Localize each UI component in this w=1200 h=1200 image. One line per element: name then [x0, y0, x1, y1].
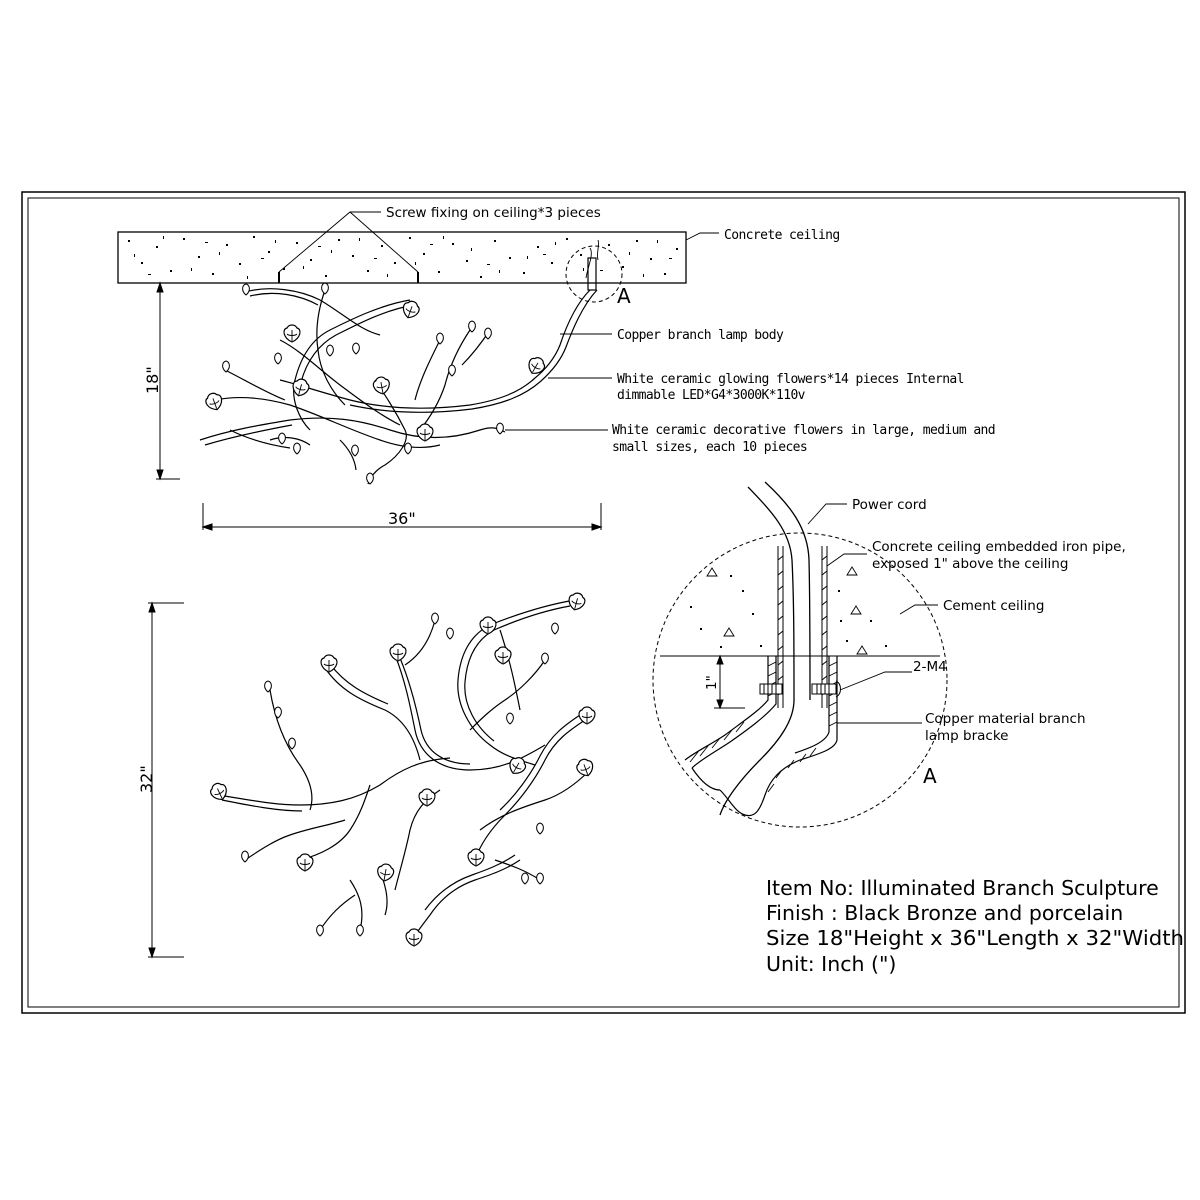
- elevation-flowers: [204, 283, 548, 484]
- bracket-label-line2: lamp bracke: [925, 728, 1009, 744]
- width-dim-label: 32": [137, 765, 156, 793]
- detail-a-tag: A: [923, 764, 937, 788]
- detail-a-view: [653, 482, 1126, 827]
- detail-a-circle: [653, 533, 947, 827]
- plan-view: [137, 591, 596, 957]
- power-cord: [720, 482, 810, 815]
- spec-unit: Unit: Inch ("): [766, 952, 897, 976]
- ceiling-label: Concrete ceiling: [724, 228, 840, 243]
- glowing-flowers-label-line1: White ceramic glowing flowers*14 pieces Internal: [617, 372, 964, 387]
- plan-flowers: [208, 591, 595, 946]
- spec-block: [766, 876, 1184, 976]
- glowing-flowers-label-line2: dimmable LED*G4*3000K*110v: [617, 388, 805, 403]
- ceiling-screws: [279, 272, 418, 283]
- screws-label: 2-M4: [913, 659, 947, 675]
- exposed-dim-label: 1": [704, 675, 720, 690]
- decor-flowers-label-line1: White ceramic decorative flowers in large, medium and: [612, 423, 996, 438]
- length-dim-label: 36": [388, 509, 416, 528]
- spec-finish: Finish : Black Bronze and porcelain: [766, 901, 1124, 925]
- detail-a-marker: A: [617, 284, 631, 308]
- elevation-view: [118, 205, 995, 530]
- height-dim-label: 18": [143, 366, 162, 394]
- cement-texture: [690, 567, 887, 654]
- elevation-branches: [200, 289, 597, 484]
- spec-size: Size 18"Height x 36"Length x 32"Width: [766, 926, 1184, 950]
- pipe-label-line1: Concrete ceiling embedded iron pipe,: [872, 539, 1126, 555]
- cement-label: Cement ceiling: [943, 598, 1045, 614]
- bracket-label-line1: Copper material branch: [925, 711, 1086, 727]
- pipe-label-line2: exposed 1" above the ceiling: [872, 556, 1069, 572]
- spec-item: Item No: Illuminated Branch Sculpture: [766, 876, 1159, 900]
- ceiling-pipe: [588, 258, 596, 290]
- body-label: Copper branch lamp body: [617, 328, 784, 343]
- screw-label: Screw fixing on ceiling*3 pieces: [386, 205, 601, 221]
- power-cord-label: Power cord: [852, 497, 927, 513]
- decor-flowers-label-line2: small sizes, each 10 pieces: [612, 440, 808, 455]
